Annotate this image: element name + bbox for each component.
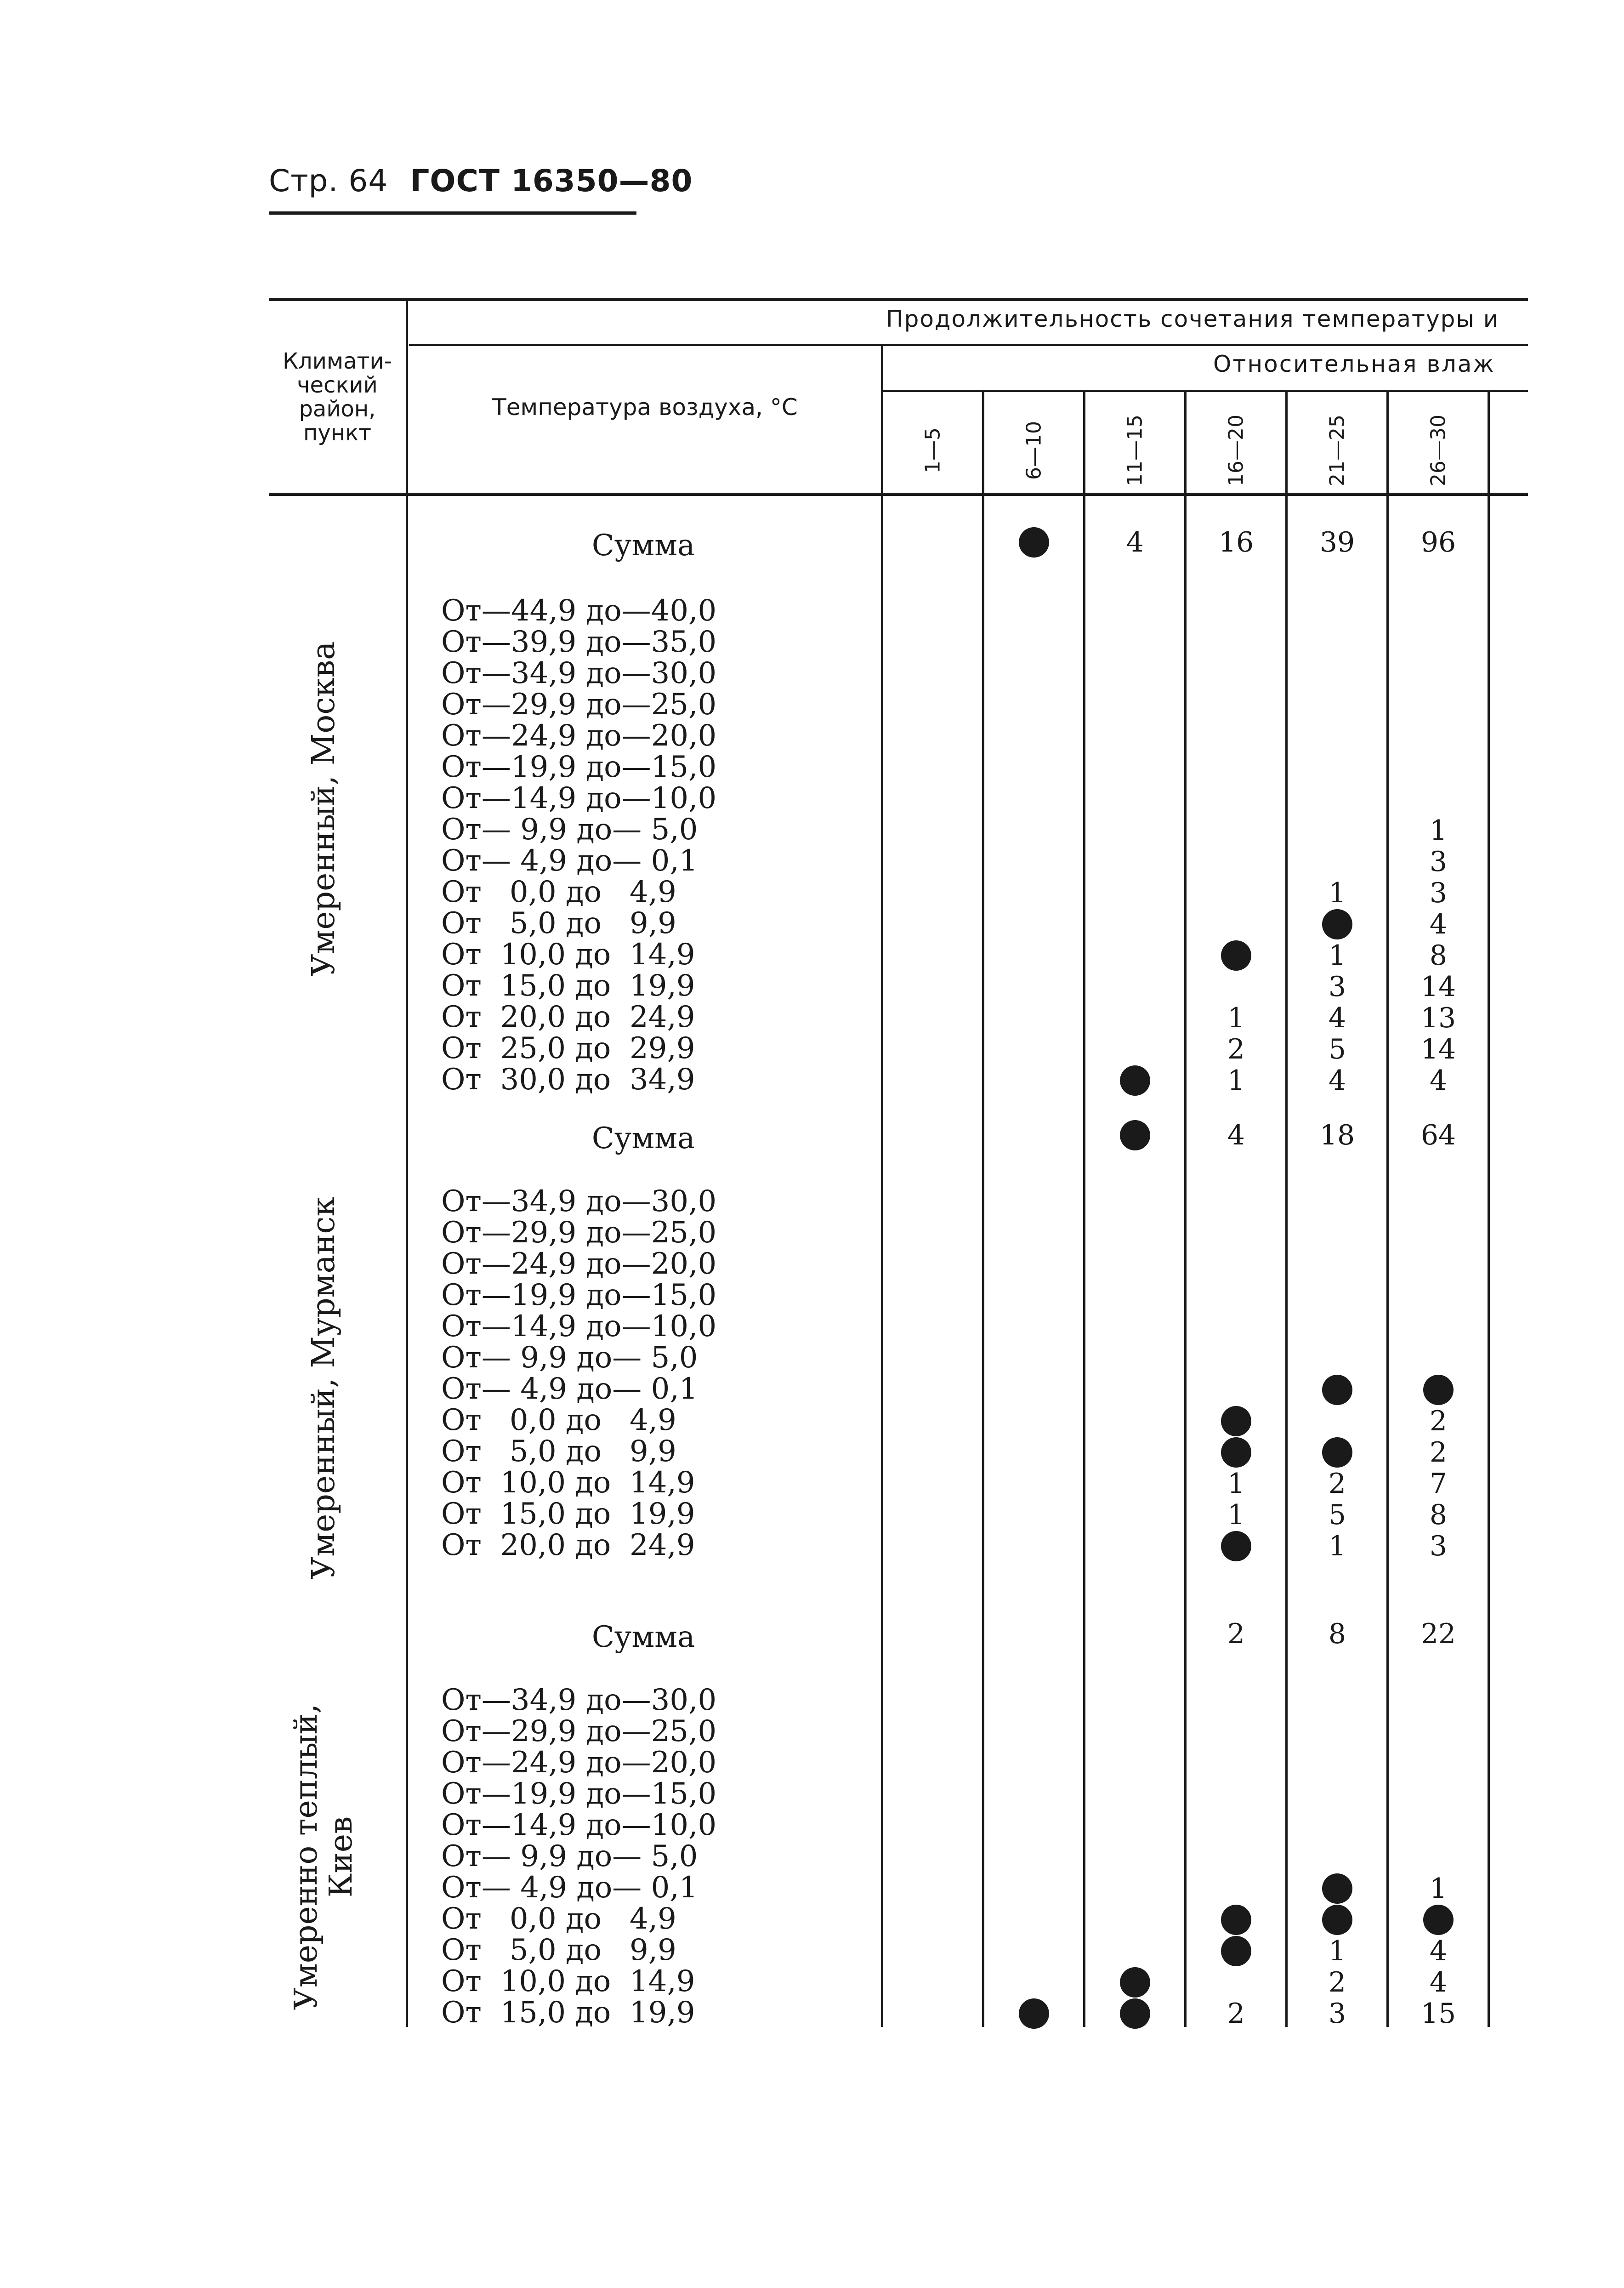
table-cell: 5 xyxy=(1328,1499,1346,1531)
sum-dot-marker xyxy=(1019,527,1049,558)
table-cell: 1 xyxy=(1227,1499,1245,1531)
temperature-range: От—14,9 до—10,0 xyxy=(441,1808,717,1842)
dot-marker xyxy=(1322,909,1352,939)
temperature-range: От—24,9 до—20,0 xyxy=(441,1746,717,1780)
table-cell: 7 xyxy=(1429,1468,1448,1500)
temperature-range: От—39,9 до—35,0 xyxy=(441,625,717,659)
temperature-range: От—19,9 до—15,0 xyxy=(441,1278,717,1312)
region-murmansk: Умеренный, Мурманск xyxy=(306,1197,342,1579)
sum-value: 4 xyxy=(1126,526,1144,558)
col-divider-3 xyxy=(1184,391,1187,2027)
temperature-range: От 15,0 до 19,9 xyxy=(441,969,695,1003)
sum-dot-marker xyxy=(1120,1120,1150,1150)
temperature-range: От 10,0 до 14,9 xyxy=(441,938,695,972)
dot-marker xyxy=(1221,1936,1251,1966)
temperature-range: От—34,9 до—30,0 xyxy=(441,1683,717,1717)
dot-marker xyxy=(1322,1905,1352,1935)
region-column-header: Климати- ческий район, пункт xyxy=(282,348,392,446)
table-cell: 4 xyxy=(1429,1064,1448,1097)
temperature-range: От 15,0 до 19,9 xyxy=(441,1497,695,1531)
table-cell: 14 xyxy=(1420,1033,1456,1065)
sum-value: 4 xyxy=(1227,1119,1245,1151)
dot-marker xyxy=(1423,1905,1454,1935)
dot-marker xyxy=(1019,1998,1049,2029)
table-cell: 15 xyxy=(1420,1998,1456,2030)
col-divider-region xyxy=(406,299,408,2027)
table-cell: 5 xyxy=(1328,1033,1346,1065)
humidity-col-4: 16—20 xyxy=(1224,415,1248,486)
table-cell: 14 xyxy=(1420,971,1456,1003)
dot-marker xyxy=(1120,1967,1150,1998)
table-top-rule xyxy=(269,298,1528,301)
table-cell: 1 xyxy=(1328,939,1346,972)
temperature-range: От—19,9 до—15,0 xyxy=(441,750,717,784)
temperature-range: От 25,0 до 29,9 xyxy=(441,1031,695,1065)
temperature-range: От—14,9 до—10,0 xyxy=(441,781,717,815)
temperature-range: От 0,0 до 4,9 xyxy=(441,875,676,909)
temperature-range: От—29,9 до—25,0 xyxy=(441,688,717,722)
subgroup-rule xyxy=(409,344,1528,346)
temperature-range: От—34,9 до—30,0 xyxy=(441,1184,717,1218)
columns-rule xyxy=(882,390,1528,392)
col-divider-2 xyxy=(1083,391,1085,2027)
temperature-range: От— 4,9 до— 0,1 xyxy=(441,844,698,878)
dot-marker xyxy=(1322,1375,1352,1405)
table-cell: 4 xyxy=(1429,1966,1448,1998)
sum-value: 8 xyxy=(1328,1618,1346,1650)
table-cell: 3 xyxy=(1328,971,1346,1003)
table-cell: 3 xyxy=(1429,877,1448,909)
temperature-range: От 10,0 до 14,9 xyxy=(441,1466,695,1500)
temperature-range: От 5,0 до 9,9 xyxy=(441,1434,676,1468)
table-cell: 13 xyxy=(1420,1002,1456,1034)
table-cell: 1 xyxy=(1429,1873,1448,1905)
humidity-col-5: 21—25 xyxy=(1325,415,1349,486)
dot-marker xyxy=(1221,940,1251,971)
sum-value: 18 xyxy=(1319,1119,1355,1151)
temperature-range: От 15,0 до 19,9 xyxy=(441,1996,695,2030)
humidity-subgroup-header: Относительная влаж xyxy=(1213,351,1495,377)
table-cell: 4 xyxy=(1328,1064,1346,1097)
temperature-range: От— 9,9 до— 5,0 xyxy=(441,1839,698,1873)
humidity-col-2: 6—10 xyxy=(1022,421,1046,480)
temperature-range: От— 4,9 до— 0,1 xyxy=(441,1871,698,1905)
dot-marker xyxy=(1322,1437,1352,1468)
temperature-range: От—44,9 до—40,0 xyxy=(441,594,717,628)
table-cell: 2 xyxy=(1429,1436,1448,1468)
table-cell: 2 xyxy=(1328,1966,1346,1998)
page-number: Стр. 64 xyxy=(269,163,388,199)
table-cell: 4 xyxy=(1429,1935,1448,1967)
temperature-range: От—24,9 до—20,0 xyxy=(441,1247,717,1281)
humidity-col-3: 11—15 xyxy=(1123,415,1147,486)
sum-label-moscow: Сумма xyxy=(591,529,695,563)
sum-label-kiev: Сумма xyxy=(591,1620,695,1654)
sum-value: 16 xyxy=(1218,526,1254,558)
dot-marker xyxy=(1221,1406,1251,1436)
table-cell: 3 xyxy=(1328,1998,1346,2030)
duration-group-header: Продолжительность сочетания температуры и xyxy=(886,306,1499,332)
col-divider-temp xyxy=(881,345,883,2027)
header-bottom-rule xyxy=(269,493,1528,496)
temperature-range: От 5,0 до 9,9 xyxy=(441,1933,676,1967)
region-moscow: Умеренный, Москва xyxy=(306,641,342,977)
table-cell: 2 xyxy=(1227,1998,1245,2030)
temperature-range: От—29,9 до—25,0 xyxy=(441,1216,717,1250)
humidity-col-1: 1—5 xyxy=(921,427,945,473)
sum-label-murmansk: Сумма xyxy=(591,1121,695,1155)
sum-value: 96 xyxy=(1420,526,1456,558)
table-cell: 2 xyxy=(1227,1033,1245,1065)
temperature-range: От 0,0 до 4,9 xyxy=(441,1403,676,1437)
temperature-range: От—19,9 до—15,0 xyxy=(441,1777,717,1811)
temperature-range: От—34,9 до—30,0 xyxy=(441,656,717,690)
temperature-range: От—14,9 до—10,0 xyxy=(441,1309,717,1343)
sum-value: 22 xyxy=(1420,1618,1456,1650)
temperature-range: От—24,9 до—20,0 xyxy=(441,719,717,753)
table-cell: 3 xyxy=(1429,846,1448,878)
temperature-range: От— 9,9 до— 5,0 xyxy=(441,813,698,847)
page-header xyxy=(269,163,693,199)
table-cell: 2 xyxy=(1328,1468,1346,1500)
col-divider-1 xyxy=(982,391,984,2027)
temperature-range: От 30,0 до 34,9 xyxy=(441,1063,695,1097)
temperature-range: От 10,0 до 14,9 xyxy=(441,1964,695,1998)
table-cell: 3 xyxy=(1429,1530,1448,1562)
dot-marker xyxy=(1221,1531,1251,1561)
dot-marker xyxy=(1120,1998,1150,2029)
table-cell: 1 xyxy=(1328,1530,1346,1562)
dot-marker xyxy=(1322,1873,1352,1904)
table-cell: 1 xyxy=(1328,877,1346,909)
temperature-range: От 20,0 до 24,9 xyxy=(441,1000,695,1034)
sum-value: 64 xyxy=(1420,1119,1456,1151)
col-divider-5 xyxy=(1386,391,1389,2027)
table-cell: 1 xyxy=(1429,814,1448,847)
col-divider-4 xyxy=(1285,391,1288,2027)
table-cell: 4 xyxy=(1429,908,1448,940)
col-divider-6 xyxy=(1488,391,1490,2027)
table-cell: 1 xyxy=(1227,1002,1245,1034)
table-cell: 4 xyxy=(1328,1002,1346,1034)
dot-marker xyxy=(1423,1375,1454,1405)
table-cell: 1 xyxy=(1227,1468,1245,1500)
gost-code: ГОСТ 16350—80 xyxy=(410,163,693,199)
temperature-range: От— 9,9 до— 5,0 xyxy=(441,1341,698,1375)
table-cell: 1 xyxy=(1328,1935,1346,1967)
sum-value: 39 xyxy=(1319,526,1355,558)
temperature-range: От 5,0 до 9,9 xyxy=(441,906,676,940)
dot-marker xyxy=(1221,1905,1251,1935)
table-cell: 2 xyxy=(1429,1405,1448,1437)
table-cell: 8 xyxy=(1429,1499,1448,1531)
temperature-range: От— 4,9 до— 0,1 xyxy=(441,1372,698,1406)
table-cell: 8 xyxy=(1429,939,1448,972)
humidity-col-6: 26—30 xyxy=(1426,415,1450,486)
table-cell: 1 xyxy=(1227,1064,1245,1097)
dot-marker xyxy=(1120,1065,1150,1096)
temperature-range: От 0,0 до 4,9 xyxy=(441,1902,676,1936)
temperature-range: От—29,9 до—25,0 xyxy=(441,1714,717,1748)
temperature-range: От 20,0 до 24,9 xyxy=(441,1528,695,1562)
region-kiev: Умеренно теплый, Киев xyxy=(288,1703,359,2010)
sum-value: 2 xyxy=(1227,1618,1245,1650)
dot-marker xyxy=(1221,1437,1251,1468)
header-rule xyxy=(269,211,636,215)
temperature-column-header: Температура воздуха, °С xyxy=(492,394,798,421)
